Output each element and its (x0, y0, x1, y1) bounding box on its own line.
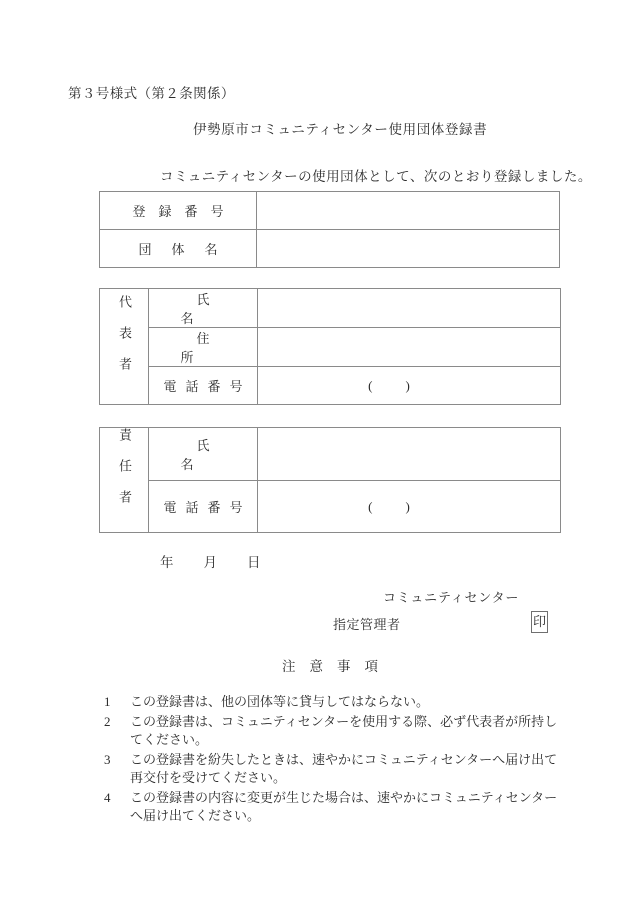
notes-heading: 注意事項 (282, 659, 392, 674)
intro-statement: コミュニティセンターの使用団体として、次のとおり登録しました。 (160, 169, 592, 184)
field-group-name[interactable] (257, 230, 560, 268)
vertical-label-text: 責任者 (117, 428, 132, 521)
seal-stamp-box[interactable]: 印 (531, 611, 548, 633)
list-item (104, 751, 574, 788)
note-number: 2 (104, 713, 111, 729)
label-responsible-person (100, 428, 149, 533)
table-row (100, 367, 561, 405)
date-line[interactable] (160, 551, 261, 571)
label-group-name: 団体名 (100, 230, 257, 268)
date-day-label: 日 (247, 555, 261, 570)
representative-table (99, 288, 561, 405)
note-text: この登録書は、コミュニティセンターを使用する際、必ず代表者が所持し てください。 (130, 713, 558, 747)
label-representative-phone: 電話番号 (149, 367, 258, 405)
table-row (100, 428, 561, 481)
form-number-heading: 第３号様式（第２条関係） (68, 86, 235, 101)
phone-parentheses: ( ) (368, 377, 410, 393)
field-representative-phone[interactable] (258, 367, 561, 405)
label-registration-number: 登録番号 (100, 192, 257, 230)
field-registration-number[interactable] (257, 192, 560, 230)
table-row (100, 230, 560, 268)
table-row (100, 289, 561, 328)
list-item (104, 713, 574, 750)
field-representative-address[interactable] (258, 328, 561, 367)
phone-parentheses: ( ) (368, 498, 410, 514)
list-item (104, 693, 574, 712)
vertical-label-text: 代表者 (117, 294, 132, 388)
label-representative-name: 氏名 (149, 289, 258, 328)
note-text: この登録書を紛失したときは、速やかにコミュニティセンターへ届け出て 再交付を受けてください。 (130, 751, 558, 785)
label-representative (100, 289, 149, 405)
table-row (100, 481, 561, 533)
label-representative-address: 住所 (149, 328, 258, 367)
label-responsible-phone: 電話番号 (149, 481, 258, 533)
community-center-name: コミュニティセンター (383, 590, 520, 605)
field-responsible-phone[interactable] (258, 481, 561, 533)
note-number: 3 (104, 751, 111, 767)
field-representative-name[interactable] (258, 289, 561, 328)
date-year-label: 年 (160, 555, 174, 570)
notes-list (104, 693, 574, 827)
note-number: 1 (104, 694, 111, 709)
label-responsible-name: 氏名 (149, 428, 258, 481)
date-month-label: 月 (203, 555, 217, 570)
responsible-person-table (99, 427, 561, 533)
note-text: この登録書の内容に変更が生じた場合は、速やかにコミュニティセンター へ届け出てください。 (130, 789, 558, 823)
registration-table (99, 191, 560, 268)
field-responsible-name[interactable] (258, 428, 561, 481)
designated-manager-label: 指定管理者 (333, 617, 401, 632)
list-item (104, 789, 574, 826)
document-title: 伊勢原市コミュニティセンター使用団体登録書 (193, 122, 488, 137)
note-text: この登録書は、他の団体等に貸与してはならない。 (130, 694, 430, 709)
note-number: 4 (104, 789, 111, 805)
table-row (100, 328, 561, 367)
table-row (100, 192, 560, 230)
